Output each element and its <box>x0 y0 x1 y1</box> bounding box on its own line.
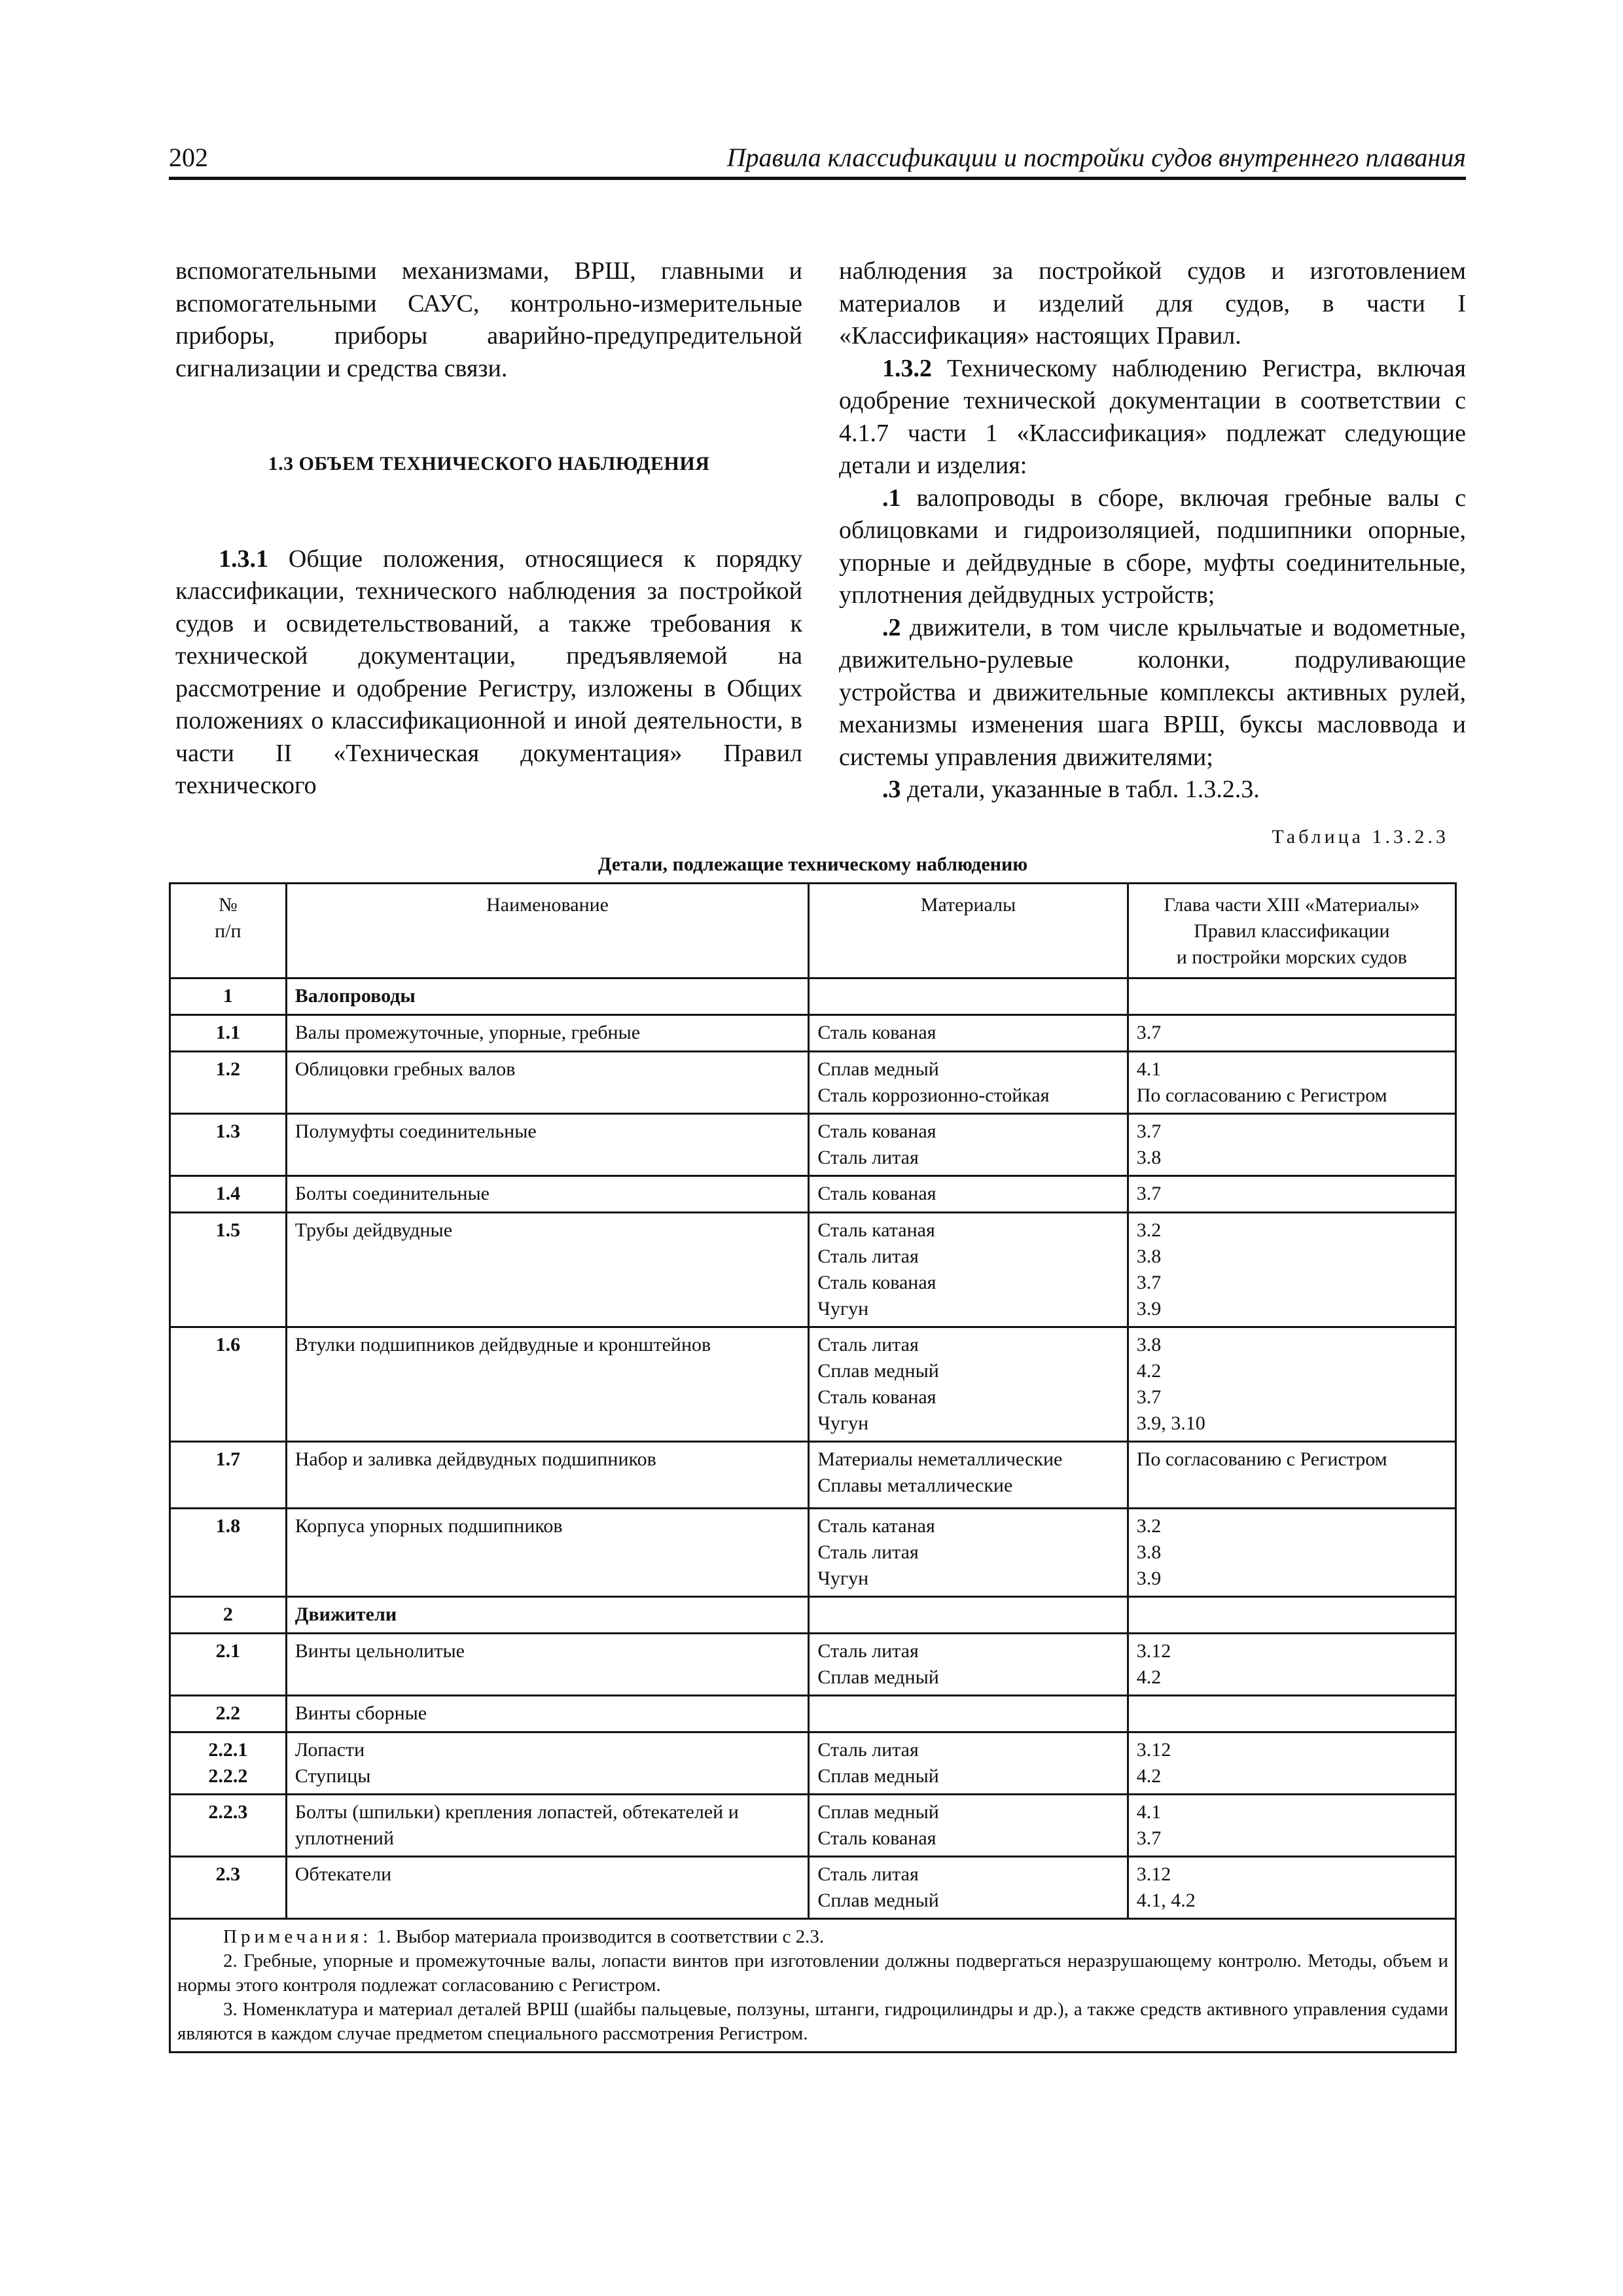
table-body <box>170 978 1456 1919</box>
cell-line: Обтекатели <box>294 1863 392 1885</box>
cell-line: Сталь коррозионно-стойкая <box>817 1085 1050 1106</box>
page-number: 202 <box>169 143 208 172</box>
cell-materials <box>809 1114 1128 1176</box>
cell-line: Сталь литая <box>817 1739 919 1761</box>
cell-materials <box>809 1327 1128 1442</box>
header-no <box>170 884 287 978</box>
cell-line: 3.12 <box>1136 1863 1171 1885</box>
cell-line: 4.1 <box>1136 1058 1162 1080</box>
cell-chapter <box>1128 1442 1455 1509</box>
cell-chapter <box>1128 1052 1455 1114</box>
cell-line: Болты соединительные <box>294 1183 490 1204</box>
cell-line: Чугун <box>817 1568 869 1589</box>
table-row <box>170 1213 1456 1327</box>
cell-chapter <box>1128 1176 1455 1213</box>
cell-line: 3.8 <box>1136 1541 1162 1563</box>
paragraph-text: Техническому наблюдению Регистра, включая одобрение технической документации в соответствии с 4.1.7 части 1 «Классификация» подлежат следующие детали и изделия: <box>839 354 1466 479</box>
cell-line: Сталь литая <box>817 1640 919 1662</box>
cell-line: 2.2.2 <box>208 1765 248 1787</box>
table-row <box>170 978 1456 1015</box>
cell-line: 2.3 <box>215 1863 241 1885</box>
cell-materials <box>809 1052 1128 1114</box>
cell-line: Сплав медный <box>817 1801 939 1823</box>
notes-cell <box>170 1919 1456 2053</box>
cell-line: 2 <box>223 1604 233 1625</box>
cell-line: Сплавы металлические <box>817 1475 1013 1496</box>
cell-name <box>286 978 809 1015</box>
cell-name <box>286 1597 809 1634</box>
intro-paragraph: вспомогательными механизмами, ВРШ, главными и вспомогательными САУС, контрольно-измерительные приборы, приборы аварийно-предупредительной сигнализации и средства связи. <box>175 257 802 382</box>
cell-line: 1 <box>223 985 233 1007</box>
cell-line: Движители <box>294 1604 397 1625</box>
continued-paragraph: наблюдения за постройкой судов и изготовлением материалов и изделий для судов, в части I «Классификация» настоящих Правил. <box>839 257 1466 350</box>
cell-line: Винты сборные <box>294 1702 427 1724</box>
table-row <box>170 1597 1456 1634</box>
table-header-row <box>170 884 1456 978</box>
cell-line: 3.7 <box>1136 1022 1162 1043</box>
cell-name <box>286 1509 809 1597</box>
running-title: Правила классификации и постройки судов внутреннего плавания <box>726 143 1466 172</box>
table-row <box>170 1114 1456 1176</box>
notes-label: Примечания: <box>223 1926 372 1947</box>
cell-line: 3.8 <box>1136 1246 1162 1267</box>
cell-materials <box>809 1857 1128 1919</box>
cell-no <box>170 1015 287 1052</box>
cell-line: Сталь кованая <box>817 1121 936 1142</box>
cell-line: По согласованию с Регистром <box>1136 1085 1387 1106</box>
cell-name <box>286 1857 809 1919</box>
table-row <box>170 1015 1456 1052</box>
cell-line: Чугун <box>817 1412 869 1434</box>
cell-materials <box>809 1634 1128 1696</box>
cell-no <box>170 1732 287 1795</box>
table-row <box>170 1795 1456 1857</box>
cell-line: Сталь литая <box>817 1334 919 1355</box>
cell-line: 3.12 <box>1136 1739 1171 1761</box>
cell-chapter <box>1128 1327 1455 1442</box>
list-item-text: валопроводы в сборе, включая гребные валы с облицовками и гидроизоляцией, подшипники опорные, упорные и дейдвудные в сборе, муфты соединительные, уплотнения дейдвудных устройств; <box>839 484 1467 609</box>
cell-line: 1.6 <box>215 1334 241 1355</box>
cell-line: Сталь литая <box>817 1147 919 1168</box>
note-3: 3. Номенклатура и материал деталей ВРШ (шайбы пальцевые, ползуны, штанги, гидроцилиндры и др.), а также средств активного управления судами являются в каждом случае предметом специального рассмотрения Регистром. <box>177 1999 1448 2044</box>
cell-no <box>170 1795 287 1857</box>
cell-chapter <box>1128 1597 1455 1634</box>
section-heading: 1.3 ОБЪЕМ ТЕХНИЧЕСКОГО НАБЛЮДЕНИЯ <box>268 453 710 475</box>
cell-materials <box>809 1015 1128 1052</box>
cell-line: Сталь кованая <box>817 1827 936 1849</box>
cell-line: 4.1, 4.2 <box>1136 1890 1196 1911</box>
list-item-number: .1 <box>882 484 901 512</box>
table-row <box>170 1327 1456 1442</box>
list-item <box>839 612 1466 774</box>
cell-no <box>170 1327 287 1442</box>
table-row <box>170 1857 1456 1919</box>
cell-line: 3.7 <box>1136 1272 1162 1293</box>
cell-line: Валопроводы <box>294 985 416 1007</box>
right-column <box>839 255 1466 806</box>
cell-no <box>170 1634 287 1696</box>
cell-chapter <box>1128 1213 1455 1327</box>
cell-chapter <box>1128 1634 1455 1696</box>
paragraph-text: Общие положения, относящиеся к порядку классификации, технического наблюдения за постройкой судов и освидетельствований, а также требования к технической документации, предъявляемой на рассмотрение и одобрение Регистру, изложены в Общих положениях о классификационной и иной деятельности, в части II «Техническая документация» Правил технического <box>175 545 802 799</box>
header-name: Наименование <box>286 884 809 978</box>
cell-line: Сплав медный <box>817 1666 939 1688</box>
cell-line: 2.2 <box>215 1702 241 1724</box>
cell-no <box>170 1857 287 1919</box>
cell-materials <box>809 1597 1128 1634</box>
cell-name <box>286 1327 809 1442</box>
header-line: Правил классификации <box>1194 920 1390 942</box>
cell-line: 1.1 <box>215 1022 241 1043</box>
cell-line: 3.7 <box>1136 1827 1162 1849</box>
paragraph-1-3-1 <box>175 543 802 802</box>
cell-line: 3.2 <box>1136 1219 1162 1241</box>
table-caption: Детали, подлежащие техническому наблюдению <box>597 853 1028 875</box>
list-item-number: .2 <box>882 613 901 641</box>
cell-line: Сплав медный <box>817 1360 939 1382</box>
cell-line: 3.9, 3.10 <box>1136 1412 1205 1434</box>
cell-line: Сталь литая <box>817 1863 919 1885</box>
cell-line: Полумуфты соединительные <box>294 1121 537 1142</box>
left-column <box>175 255 802 802</box>
cell-materials <box>809 1696 1128 1732</box>
cell-line: 3.7 <box>1136 1183 1162 1204</box>
cell-materials <box>809 1795 1128 1857</box>
cell-chapter <box>1128 978 1455 1015</box>
cell-line: Валы промежуточные, упорные, гребные <box>294 1022 641 1043</box>
cell-no <box>170 1213 287 1327</box>
cell-line: 2.2.3 <box>208 1801 248 1823</box>
note-2: 2. Гребные, упорные и промежуточные валы, лопасти винтов при изготовлении должны подвергаться неразрушающему контролю. Методы, объем и нормы этого контроля подлежат согласованию с Регистром. <box>177 1950 1448 1996</box>
cell-line: Сталь катаная <box>817 1515 935 1537</box>
cell-line: 2.2.1 <box>208 1739 248 1761</box>
cell-line: 3.8 <box>1136 1334 1162 1355</box>
cell-line: 2.1 <box>215 1640 241 1662</box>
cell-line: 1.4 <box>215 1183 241 1204</box>
header-chapter <box>1128 884 1455 978</box>
list-item-text: движители, в том числе крыльчатые и водометные, движительно-рулевые колонки, подруливающие устройства и движительные комплексы активных рулей, механизмы изменения шага ВРШ, буксы масловвода и системы управления движителями; <box>839 613 1466 771</box>
cell-line: Облицовки гребных валов <box>294 1058 516 1080</box>
cell-line: Набор и заливка дейдвудных подшипников <box>294 1448 656 1470</box>
table-row <box>170 1509 1456 1597</box>
cell-name <box>286 1442 809 1509</box>
page-header <box>169 143 1466 180</box>
cell-chapter <box>1128 1857 1455 1919</box>
cell-no <box>170 1114 287 1176</box>
cell-line: 1.7 <box>215 1448 241 1470</box>
cell-line: Лопасти <box>294 1739 365 1761</box>
cell-chapter <box>1128 1114 1455 1176</box>
cell-name <box>286 1114 809 1176</box>
cell-name <box>286 1795 809 1857</box>
list-item <box>839 482 1466 612</box>
cell-chapter <box>1128 1015 1455 1052</box>
paragraph-number: 1.3.1 <box>219 545 268 573</box>
cell-line: Винты цельнолитые <box>294 1640 465 1662</box>
cell-line: 3.9 <box>1136 1568 1162 1589</box>
cell-line: Сталь кованая <box>817 1183 936 1204</box>
header-line: п/п <box>215 920 241 942</box>
cell-line: 1.3 <box>215 1121 241 1142</box>
cell-line: Ступицы <box>294 1765 371 1787</box>
cell-name <box>286 1015 809 1052</box>
cell-line: Сталь кованая <box>817 1272 936 1293</box>
header-line: Глава части XIII «Материалы» <box>1164 894 1420 916</box>
cell-line: Чугун <box>817 1298 869 1319</box>
cell-name <box>286 1176 809 1213</box>
notes-row <box>170 1919 1456 2053</box>
list-item-text: детали, указанные в табл. 1.3.2.3. <box>907 776 1260 803</box>
header-materials: Материалы <box>809 884 1128 978</box>
cell-no <box>170 1696 287 1732</box>
cell-line: 3.9 <box>1136 1298 1162 1319</box>
cell-line: 1.5 <box>215 1219 241 1241</box>
header-line: и постройки морских судов <box>1176 946 1407 968</box>
cell-line: Сталь литая <box>817 1541 919 1563</box>
cell-no <box>170 1176 287 1213</box>
cell-no <box>170 1052 287 1114</box>
cell-name <box>286 1052 809 1114</box>
cell-line: Сталь кованая <box>817 1022 936 1043</box>
cell-materials <box>809 1213 1128 1327</box>
details-table <box>169 882 1457 2053</box>
cell-name <box>286 1732 809 1795</box>
cell-line: 3.7 <box>1136 1386 1162 1408</box>
cell-chapter <box>1128 1509 1455 1597</box>
cell-no <box>170 978 287 1015</box>
cell-materials <box>809 978 1128 1015</box>
list-item <box>839 774 1466 806</box>
cell-name <box>286 1696 809 1732</box>
cell-no <box>170 1442 287 1509</box>
cell-line: 1.8 <box>215 1515 241 1537</box>
cell-line: Втулки подшипников дейдвудные и кронштейнов <box>294 1334 711 1355</box>
cell-materials <box>809 1176 1128 1213</box>
table-row <box>170 1052 1456 1114</box>
cell-materials <box>809 1732 1128 1795</box>
cell-materials <box>809 1442 1128 1509</box>
table-row <box>170 1732 1456 1795</box>
table-row <box>170 1176 1456 1213</box>
paragraph-1-3-2 <box>839 353 1466 482</box>
table-row <box>170 1634 1456 1696</box>
cell-line: 3.2 <box>1136 1515 1162 1537</box>
cell-chapter <box>1128 1732 1455 1795</box>
note-text: 1. Выбор материала производится в соответствии с 2.3. <box>376 1926 825 1947</box>
cell-line: Сталь катаная <box>817 1219 935 1241</box>
cell-line: Болты (шпильки) крепления лопастей, обтекателей и уплотнений <box>294 1801 739 1849</box>
cell-line: Материалы неметаллические <box>817 1448 1063 1470</box>
paragraph-number: 1.3.2 <box>882 354 932 382</box>
cell-line: 1.2 <box>215 1058 241 1080</box>
cell-line: Сплав медный <box>817 1765 939 1787</box>
cell-line: 4.2 <box>1136 1666 1162 1688</box>
header-line: № <box>219 894 238 916</box>
cell-line: Сплав медный <box>817 1058 939 1080</box>
note-1 <box>177 1925 1448 1949</box>
table-row <box>170 1442 1456 1509</box>
cell-materials <box>809 1509 1128 1597</box>
cell-line: По согласованию с Регистром <box>1136 1448 1387 1470</box>
cell-line: Трубы дейдвудные <box>294 1219 453 1241</box>
cell-no <box>170 1509 287 1597</box>
cell-line: 3.8 <box>1136 1147 1162 1168</box>
cell-name <box>286 1213 809 1327</box>
cell-line: 4.1 <box>1136 1801 1162 1823</box>
cell-line: Сплав медный <box>817 1890 939 1911</box>
cell-line: 4.2 <box>1136 1360 1162 1382</box>
cell-chapter <box>1128 1696 1455 1732</box>
table-row <box>170 1696 1456 1732</box>
list-item-number: .3 <box>882 776 901 803</box>
cell-line: 3.7 <box>1136 1121 1162 1142</box>
table-label: Таблица 1.3.2.3 <box>1272 826 1449 848</box>
cell-name <box>286 1634 809 1696</box>
cell-line: 3.12 <box>1136 1640 1171 1662</box>
cell-no <box>170 1597 287 1634</box>
cell-chapter <box>1128 1795 1455 1857</box>
cell-line: Корпуса упорных подшипников <box>294 1515 563 1537</box>
cell-line: Сталь кованая <box>817 1386 936 1408</box>
cell-line: Сталь литая <box>817 1246 919 1267</box>
cell-line: 4.2 <box>1136 1765 1162 1787</box>
